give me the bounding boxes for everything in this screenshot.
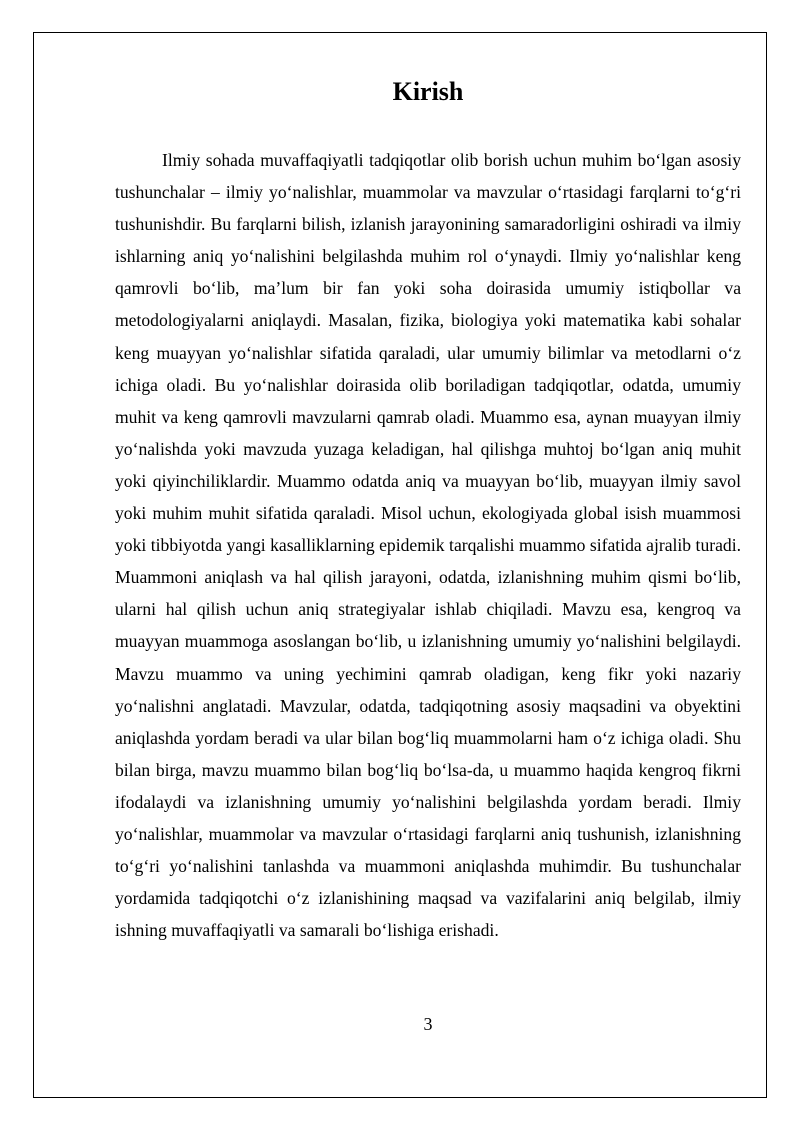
page-title: Kirish bbox=[392, 77, 464, 106]
body-paragraph: Ilmiy sohada muvaffaqiyatli tadqiqotlar olib borish uchun muhim bo‘lgan asosiy tushunchalar – ilmiy yo‘nalishlar, muammolar va mavzular o‘rtasidagi farqlarni to‘g‘ri tushunishdir. Bu farqlarni bilish, izlanish jarayonining samaradorligini oshiradi va ilmiy ishlarning aniq yo‘nalishini belgilashda muhim rol o‘ynaydi. Ilmiy yo‘nalishlar keng qamrovli bo‘lib, ma’lum bir fan yoki soha doirasida umumiy istiqbollar va metodologiyalarni aniqlaydi. Masalan, fizika, biologiya yoki matematika kabi sohalar keng muayyan yo‘nalishlar sifatida qaraladi, ular umumiy bilimlar va metodlarni o‘z ichiga oladi. Bu yo‘nalishlar doirasida olib boriladigan tadqiqotlar, odatda, umumiy muhit va keng qamrovli mavzularni qamrab oladi. Muammo esa, aynan muayyan ilmiy yo‘nalishda yoki mavzuda yuzaga keladigan, hal qilishga muhtoj bo‘lgan aniq muhit yoki qiyinchiliklardir. Muammo odatda aniq va muayyan bo‘lib, muayyan ilmiy savol yoki muhim muhit sifatida qaraladi. Misol uchun, ekologiyada global isish muammosi yoki tibbiyotda yangi kasalliklarning epidemik tarqalishi muammo sifatida ajralib turadi. Muammoni aniqlash va hal qilish jarayoni, odatda, izlanishning muhim qismi bo‘lib, ularni hal qilish uchun aniq strategiyalar ishlab chiqiladi. Mavzu esa, kengroq va muayyan muammoga asoslangan bo‘lib, u izlanishning umumiy yo‘nalishini belgilaydi. Mavzu muammo va uning yechimini qamrab oladigan, keng fikr yoki nazariy yo‘nalishni anglatadi. Mavzular, odatda, tadqiqotning asosiy maqsadini va obyektini aniqlashda yordam beradi va ular bilan bog‘liq muammolarni ham o‘z ichiga oladi. Shu bilan birga, mavzu muammo bilan bog‘liq bo‘lsa-da, u muammo haqida kengroq fikrni ifodalaydi va izlanishning umumiy yo‘nalishini belgilashda yordam beradi. Ilmiy yo‘nalishlar, muammolar va mavzular o‘rtasidagi farqlarni aniq tushunish, izlanishning to‘g‘ri yo‘nalishini tanlashda va muammoni aniqlashda muhimdir. Bu tushunchalar yordamida tadqiqotchi o‘z izlanishining maqsad va vazifalarini aniq belgilab, ilmiy ishning muvaffaqiyatli va samarali bo‘lishiga erishadi. bbox=[115, 150, 741, 941]
page-number: 3 bbox=[423, 1014, 433, 1034]
